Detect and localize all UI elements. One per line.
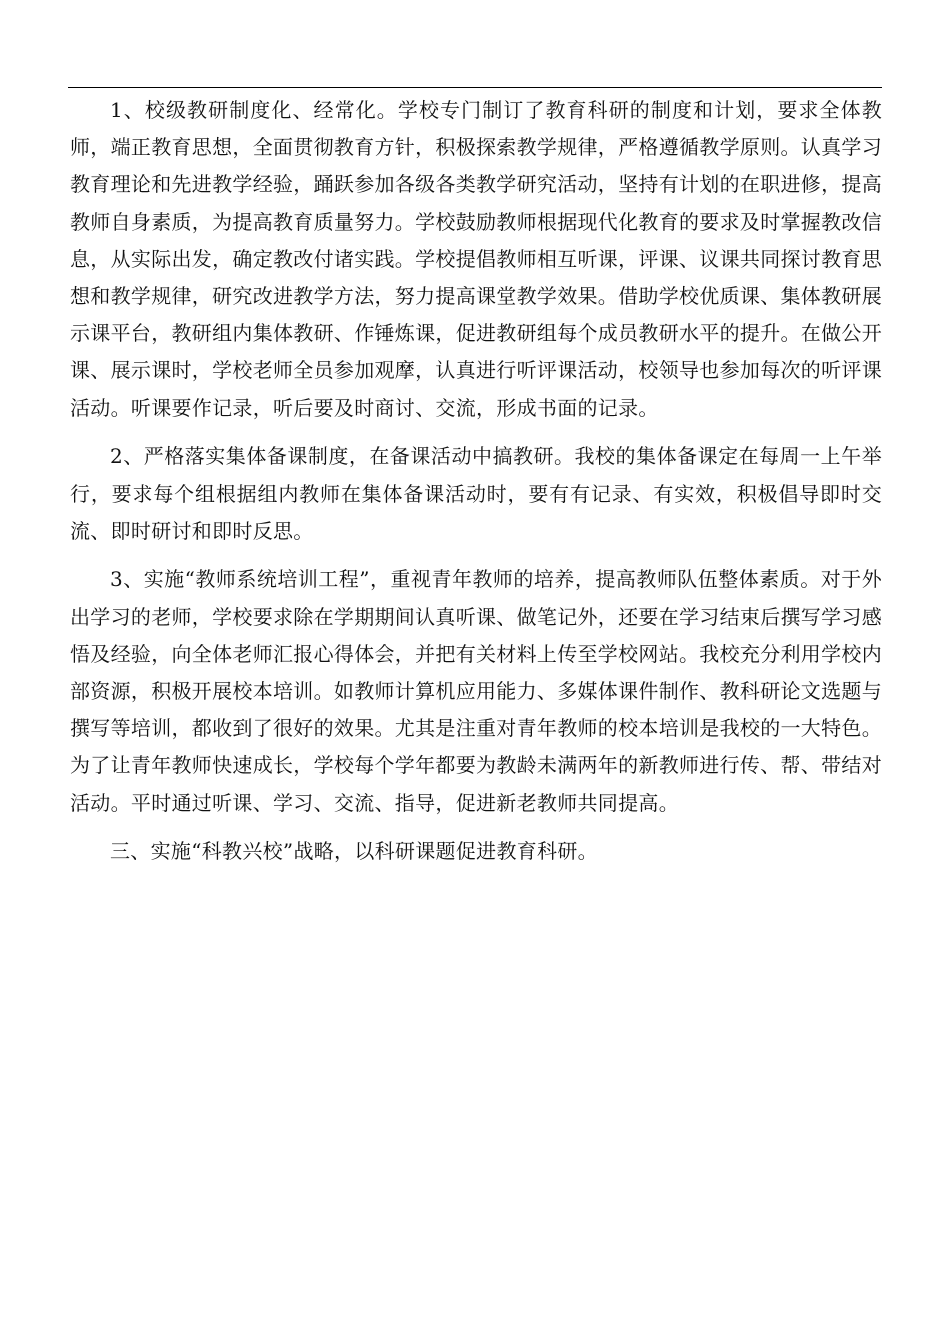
paragraph-school-research-system: 1、校级教研制度化、经常化。学校专门制订了教育科研的制度和计划，要求全体教师，端正教育思想，全面贯彻教育方针，积极探索教学规律，严格遵循教学原则。认真学习教育理论和先进教学经验，踊跃参加各级各类教学研究活动，坚持有计划的在职进修，提高教师自身素质，为提高教育质量努力。学校鼓励教师根据现代化教育的要求及时掌握教改信息，从实际出发，确定教改付诸实践。学校提倡教师相互听课，评课、议课共同探讨教育思想和教学规律，研究改进教学方法，努力提高课堂教学效果。借助学校优质课、集体教研展示课平台，教研组内集体教研、作锤炼课，促进教研组每个成员教研水平的提升。在做公开课、展示课时，学校老师全员参加观摩，认真进行听评课活动，校领导也参加每次的听评课活动。听课要作记录，听后要及时商讨、交流，形成书面的记录。 [70, 98, 882, 420]
document-body [70, 92, 882, 882]
header-rule [68, 87, 882, 88]
paragraph-collective-lesson-prep: 2、严格落实集体备课制度，在备课活动中搞教研。我校的集体备课定在每周一上午举行，要求每个组根据组内教师在集体备课活动时，要有有记录、有实效，积极倡导即时交流、即时研讨和即时反思。 [70, 444, 882, 543]
paragraph-teacher-training: 3、实施“教师系统培训工程”，重视青年教师的培养，提高教师队伍整体素质。对于外出学习的老师，学校要求除在学期期间认真听课、做笔记外，还要在学习结束后撰写学习感悟及经验，向全体老师汇报心得体会，并把有关材料上传至学校网站。我校充分利用学校内部资源，积极开展校本培训。如教师计算机应用能力、多媒体课件制作、教科研论文选题与撰写等培训，都收到了很好的效果。尤其是注重对青年教师的校本培训是我校的一大特色。为了让青年教师快速成长，学校每个学年都要为教龄未满两年的新教师进行传、帮、带结对活动。平时通过听课、学习、交流、指导，促进新老教师共同提高。 [70, 567, 882, 815]
section-heading-science-education: 三、实施“科教兴校”战略，以科研课题促进教育科研。 [110, 839, 598, 864]
